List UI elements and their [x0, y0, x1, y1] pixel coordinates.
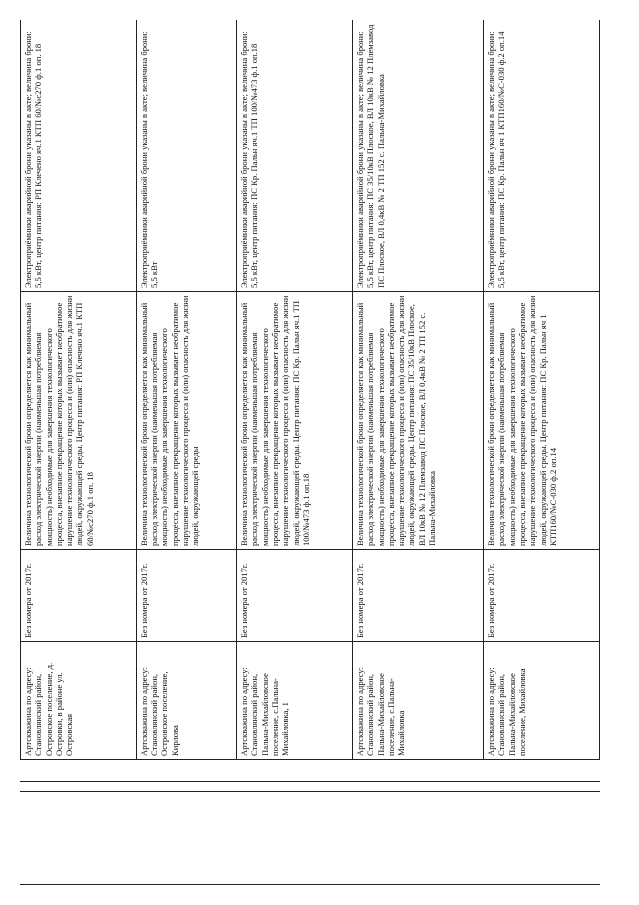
reserve-table: [20, 20, 600, 760]
divider-line-top: [20, 781, 600, 782]
cell-description: Величина технологической брони определяется как минимальный расход электрической энергии (наименьшая потребляемая мощность) необходимые для завершения технологического процесса, внезапное прекращение которых вызывает необратимое нарушение технологического процесса и (или) опасность для жизни людей, окружающей среды. Центр питания: ПС Кр. Пальн яч 1 КТП160/№С-030 ф.2 оп.14: [484, 292, 600, 550]
table-row: [352, 20, 483, 760]
cell-description: Величина технологической брони определяется как минимальный расход электрической энергии (наименьшая потребляемая мощность) необходимые для завершения технологического процесса, внезапное прекращение которых вызывает необратимое нарушение технологического процесса и (или) опасность для жизни людей, окружающей среды. Центр питания: ПС Кр. Пальн яч.1 ТП 100/№473 ф.1 оп.18: [237, 292, 353, 550]
rotated-table-container: [20, 20, 600, 760]
cell-info: Электроприёмники аварийной брони указаны в акте; величина брони: 5,5 кВт, центр питания: ПС Кр. Пальн яч.1 ТП 100/№473 ф.1 оп.18: [237, 20, 353, 292]
table-row: [21, 20, 137, 760]
cell-info: Электроприёмники аварийной брони указаны в акте; величина брони: 5,5 кВт: [136, 20, 236, 292]
cell-number: Без номера от 2017г.: [21, 550, 137, 642]
divider-line-middle: [20, 791, 600, 792]
cell-address: Артскважина по адресу: Становлянский район, Пальна-Михайловское поселение, Михайловка: [484, 642, 600, 760]
rotated-table-frame: [20, 20, 600, 760]
divider-line-bottom: [20, 884, 600, 885]
cell-address: Артскважина по адресу: Становлянский район, Пальна-Михайловское поселение, с.Пальна-Михайловка, 1: [237, 642, 353, 760]
cell-number: Без номера от 2017г.: [484, 550, 600, 642]
cell-description: Величина технологической брони определяется как минимальный расход электрической энергии (наименьшая потребляемая мощность) необходимые для завершения технологического процесса, внезапное прекращение которых вызывает необратимое нарушение технологического процесса и (или) опасность для жизни людей, окружающей среды. Центр питания: ПС 35/10кВ Плоское, ВЛ 10кВ № 12 Племзавод ПС Плоское, ВЛ 0,4кВ № 2 ТП 152 с. Пальна-Михайловка: [352, 292, 483, 550]
table-row: [237, 20, 353, 760]
cell-number: Без номера от 2017г.: [352, 550, 483, 642]
cell-description: Величина технологической брони определяется как минимальный расход электрической энергии (наименьшая потребляемая мощность) необходимые для завершения технологического процесса, внезапное прекращение которых вызывает необратимое нарушение технологического процесса и (или) опасность для жизни людей, окружающей среды. Центр питания: РП Клечено яч.1 КТП 60/№с270 ф.1 оп. 18: [21, 292, 137, 550]
table-row: [484, 20, 600, 760]
cell-number: Без номера от 2017г.: [237, 550, 353, 642]
cell-address: Артскважина по адресу: Становлянский район, Островское поселение, д. Островки, в районе ул. Островская: [21, 642, 137, 760]
cell-info: Электроприёмники аварийной брони указаны в акте; величина брони: 5,5 кВт, центр питания: ПС Кр. Пальн яч 1 КТП160/№С-030 ф.2 оп.14: [484, 20, 600, 292]
cell-address: Артскважина по адресу: Становлянский район, Пальна-Михайловское поселение, с.Пальна-Михайловка: [352, 642, 483, 760]
cell-number: Без номера от 2017г.: [136, 550, 236, 642]
cell-description: Величина технологической брони определяется как минимальный расход электрической энергии (наименьшая потребляемая мощность) необходимые для завершения технологического процесса, внезапное прекращение которых вызывает необратимое нарушение технологического процесса и (или) опасность для жизни людей, окружающей среды: [136, 292, 236, 550]
cell-info: Электроприёмники аварийной брони указаны в акте; величина брони: 5,5 кВт, центр питания: ПС 35/10кВ Плоское, ВЛ 10кВ № 12 Племзавод ПС Плоское, ВЛ 0,4кВ № 2 ТП 152 с. Пальна-Михайловка: [352, 20, 483, 292]
cell-info: Электроприёмники аварийной брони указаны в акте; величина брони: 5,5 кВт, центр питания: РП Клечено яч.1 КТП 60/№с270 ф.1 оп. 18: [21, 20, 137, 292]
table-row: [136, 20, 236, 760]
cell-address: Артскважина по адресу: Становлянский район, Островское поселение, Кирлова: [136, 642, 236, 760]
